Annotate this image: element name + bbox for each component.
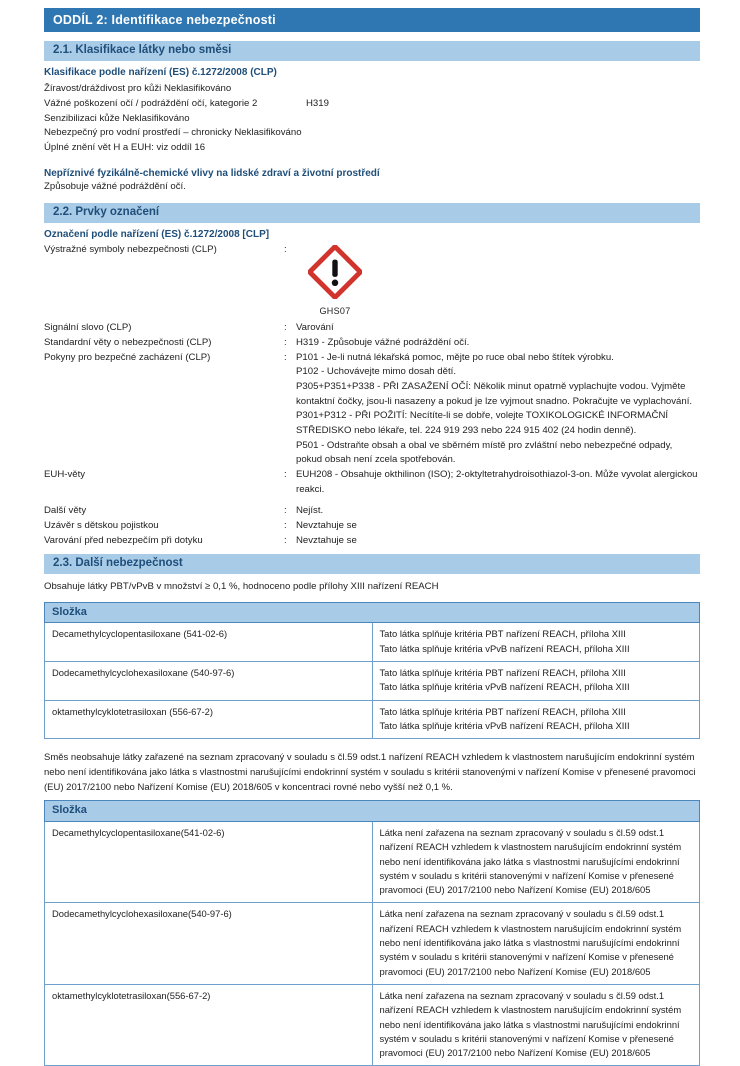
classification-list [44, 82, 700, 155]
substance-criteria [372, 700, 700, 739]
table-row [45, 662, 700, 701]
classification-code [306, 141, 700, 156]
pbt-intro-text: Obsahuje látky PBT/vPvB v množství ≥ 0,1 %, hodnoceno podle přílohy XIII nařízení REACH [44, 581, 439, 593]
table-header-slozka: Složka [45, 801, 700, 822]
substance-criteria [372, 623, 700, 662]
subsection-bar-2-1: 2.1. Klasifikace látky nebo směsi [44, 41, 700, 61]
row-value-line: Nejíst. [296, 505, 324, 517]
subsection-bar-2-3: 2.3. Další nebezpečnost [44, 554, 700, 574]
labelling-row-hazard-statements [44, 336, 700, 351]
criteria-line: Tato látka splňuje kritéria PBT nařízení REACH, příloha XIII [379, 667, 626, 679]
row-value-line: P102 - Uchovávejte mimo dosah dětí. [296, 366, 456, 378]
substance-name: Decamethylcyclopentasiloxane(541-02-6) [45, 821, 373, 902]
labelling-row-precautionary-statements [44, 351, 700, 468]
row-value-line: Nevztahuje se [296, 519, 357, 531]
substance-endocrine-status: Látka není zařazena na seznam zpracovaný v souladu s čl.59 odst.1 nařízení REACH vzhledem k vlastnostem narušujícím endokrinní systém nebo není identifikována jako látka s vlastnostmi narušujícími endokrinní systém v souladu s kritérii stanovenými v nařízení Komise v přenesené pravomoci (EU) 2017/2100 nebo Nařízení Komise (EU) 2018/605 [372, 821, 700, 902]
substance-name: oktamethylcyklotetrasiloxan (556-67-2) [45, 700, 373, 739]
row-label: Další věty [44, 505, 87, 517]
pictogram-row [44, 243, 700, 319]
classification-name: Úplné znění vět H a EUH: viz oddíl 16 [44, 141, 206, 153]
row-value-line: P101 - Je-li nutná lékařská pomoc, mějte po ruce obal nebo štítek výrobku. [296, 351, 614, 363]
substance-endocrine-status: Látka není zařazena na seznam zpracovaný v souladu s čl.59 odst.1 nařízení REACH vzhledem k vlastnostem narušujícím endokrinní systém nebo není identifikována jako látka s vlastnostmi narušujícími endokrinní systém v souladu s kritérii stanovenými v nařízení Komise v přenesené pravomoci (EU) 2017/2100 nebo Nařízení Komise (EU) 2018/605 [372, 903, 700, 984]
classification-code [306, 112, 700, 127]
row-value-line: P501 - Odstraňte obsah a obal ve sběrném místě pro zvláštní nebo nebezpečné odpady, pokud obsah není zcela spotřebován. [296, 439, 673, 466]
row-value-line: Nevztahuje se [296, 534, 357, 546]
section-title-bar: ODDÍL 2: Identifikace nebezpečnosti [44, 8, 700, 32]
labelling-row-tactile-warning [44, 534, 700, 549]
classification-name: Žíravost/dráždivost pro kůži Neklasifikováno [44, 83, 232, 95]
classification-code [306, 126, 700, 141]
row-label: Signální slovo (CLP) [44, 322, 132, 334]
pbt-vpvb-table [44, 602, 700, 740]
substance-criteria [372, 662, 700, 701]
table-header-slozka: Složka [45, 602, 700, 623]
table-row [45, 623, 700, 662]
row-label: Varování před nebezpečím při dotyku [44, 534, 203, 546]
pictogram-code-caption: GHS07 [319, 305, 351, 316]
classification-row [44, 126, 700, 141]
substance-endocrine-status: Látka není zařazena na seznam zpracovaný v souladu s čl.59 odst.1 nařízení REACH vzhledem k vlastnostem narušujícím endokrinní systém nebo není identifikována jako látka s vlastnostmi narušujícími endokrinní systém v souladu s kritérii stanovenými v nařízení Komise v přenesené pravomoci (EU) 2017/2100 nebo Nařízení Komise (EU) 2018/605 [372, 984, 700, 1065]
criteria-line: Tato látka splňuje kritéria vPvB nařízení REACH, příloha XIII [379, 719, 630, 731]
classification-name: Senzibilizaci kůže Neklasifikováno [44, 112, 190, 124]
classification-name: Vážné poškození očí / podráždění očí, kategorie 2 [44, 97, 258, 109]
table-row [45, 821, 700, 902]
row-label: Standardní věty o nebezpečnosti (CLP) [44, 336, 212, 348]
colon-separator: : [284, 505, 287, 517]
endocrine-disruptor-table [44, 800, 700, 1066]
row-value-line: EUH208 - Obsahuje okthilinon (ISO); 2-oktyltetrahydroisothiazol-3-on. Může vyvolat alergickou reakci. [296, 468, 698, 495]
endocrine-intro-paragraph: Směs neobsahuje látky zařazené na seznam zpracovaný v souladu s čl.59 odst.1 nařízení REACH vzhledem k vlastnostem narušujícím endokrinní systém nebo není identifikována jako látka s vlastnostmi narušujícími endokrinní systém v souladu s kritérii stanovenými v nařízení Komise v přenesené pravomoci (EU) 2017/2100 nebo Nařízení Komise (EU) 2018/605 v koncentraci rovné nebo vyšší než 0,1 %. [44, 752, 696, 794]
classification-row [44, 82, 700, 97]
table-row [45, 903, 700, 984]
classification-row [44, 141, 700, 156]
labelling-row-signal-word [44, 321, 700, 336]
labelling-row-child-resistant-fastening [44, 519, 700, 534]
pictogram-label: Výstražné symboly nebezpečnosti (CLP) [44, 243, 217, 255]
table-row [45, 984, 700, 1065]
row-value-line: P301+P312 - PŘI POŽITÍ: Necítíte-li se dobře, volejte TOXIKOLOGICKÉ INFORMAČNÍ STŘEDISKO nebo lékaře, tel. 224 919 293 nebo 224 915 402 (24 hodin denně). [296, 410, 669, 436]
labelling-rows [44, 321, 700, 548]
clp-classification-heading: Klasifikace podle nařízení (ES) č.1272/2008 (CLP) [44, 67, 277, 79]
colon-separator: : [284, 351, 287, 363]
row-value-line: Varování [296, 322, 334, 334]
classification-row [44, 97, 700, 112]
table-header-row [45, 602, 700, 623]
ghs07-exclamation-icon [308, 291, 362, 302]
adverse-effects-heading: Nepříznivé fyzikálně-chemické vlivy na lidské zdraví a životní prostředí [44, 167, 380, 179]
table-header-row [45, 801, 700, 822]
classification-code [306, 82, 700, 97]
substance-name: Dodecamethylcyclohexasiloxane(540-97-6) [45, 903, 373, 984]
classification-code: H319 [306, 97, 329, 109]
clp-labelling-heading: Označení podle nařízení (ES) č.1272/2008 [CLP] [44, 228, 270, 240]
colon-separator: : [284, 468, 287, 480]
classification-row [44, 112, 700, 127]
row-value-line: H319 - Způsobuje vážné podráždění očí. [296, 336, 470, 348]
substance-name: Decamethylcyclopentasiloxane (541-02-6) [45, 623, 373, 662]
row-label: EUH-věty [44, 468, 86, 480]
colon-separator: : [284, 534, 287, 546]
row-label: Pokyny pro bezpečné zacházení (CLP) [44, 351, 211, 363]
criteria-line: Tato látka splňuje kritéria vPvB nařízení REACH, příloha XIII [379, 642, 630, 654]
labelling-row-euh-statements [44, 468, 700, 497]
row-label: Uzávěr s dětskou pojistkou [44, 519, 159, 531]
subsection-bar-2-2: 2.2. Prvky označení [44, 203, 700, 223]
substance-name: oktamethylcyklotetrasiloxan(556-67-2) [45, 984, 373, 1065]
substance-name: Dodecamethylcyclohexasiloxane (540-97-6) [45, 662, 373, 701]
table-row [45, 700, 700, 739]
colon-separator: : [284, 322, 287, 334]
adverse-effects-text: Způsobuje vážné podráždění očí. [44, 180, 186, 192]
criteria-line: Tato látka splňuje kritéria vPvB nařízení REACH, příloha XIII [379, 681, 630, 693]
row-value-line: P305+P351+P338 - PŘI ZASAŽENÍ OČÍ: Několik minut opatrně vyplachujte vodou. Vyjměte kontaktní čočky, jsou-li nasazeny a pokud je lze vyjmout snadno. Pokračujte ve vyplachování. [296, 380, 693, 407]
pictogram-block [296, 245, 700, 319]
colon-separator: : [284, 519, 287, 531]
criteria-line: Tato látka splňuje kritéria PBT nařízení REACH, příloha XIII [379, 628, 626, 640]
criteria-line: Tato látka splňuje kritéria PBT nařízení REACH, příloha XIII [379, 705, 626, 717]
colon-separator: : [284, 336, 287, 348]
labelling-row-extra-statements [44, 504, 700, 519]
classification-name: Nebezpečný pro vodní prostředí – chronicky Neklasifikováno [44, 127, 302, 139]
colon-separator: : [284, 243, 287, 255]
